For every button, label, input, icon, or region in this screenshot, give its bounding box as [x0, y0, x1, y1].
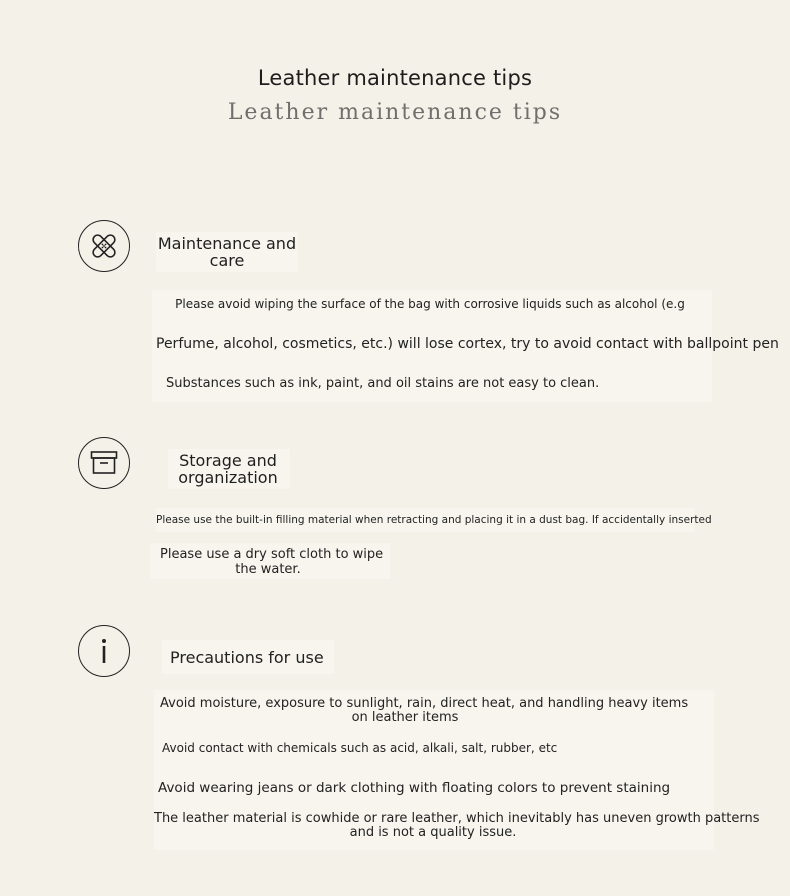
storage-tip-1: Please use the built-in filling material when retracting and placing it in a dust bag. If accidentally inserted: [156, 514, 712, 526]
section-title-line: Maintenance and: [157, 234, 297, 253]
precaution-tip-4: The leather material is cowhide or rare leather, which inevitably has uneven growth patterns: [154, 811, 760, 826]
section-title-line: Storage and: [179, 451, 277, 470]
section-title-line: care: [209, 251, 245, 270]
page-title: Leather maintenance tips: [257, 66, 533, 90]
section-title-line: organization: [178, 468, 278, 487]
storage-tip-2: Please use a dry soft cloth to wipe: [160, 547, 384, 562]
precaution-tip-3: Avoid wearing jeans or dark clothing with floating colors to prevent staining: [158, 780, 671, 796]
bandage-icon: [78, 220, 130, 272]
maintenance-tip-2: Perfume, alcohol, cosmetics, etc.) will lose cortex, try to avoid contact with ballpoint pen: [156, 336, 779, 352]
precaution-tip-1-cont: on leather items: [351, 710, 459, 725]
info-icon: [78, 625, 130, 677]
maintenance-tip-1: Please avoid wiping the surface of the bag with corrosive liquids such as alcohol (e.g: [175, 297, 685, 311]
section-title-storage: [154, 452, 302, 486]
section-title-precautions: Precautions for use: [170, 648, 324, 667]
section-title-maintenance: [150, 235, 304, 269]
maintenance-tip-3: Substances such as ink, paint, and oil stains are not easy to clean.: [166, 376, 600, 391]
page-title-ghost: Leather maintenance tips: [227, 100, 563, 125]
storage-tip-3: the water.: [235, 562, 301, 577]
precaution-tip-4-cont: and is not a quality issue.: [349, 825, 517, 840]
precaution-tip-2: Avoid contact with chemicals such as acid, alkali, salt, rubber, etc: [162, 741, 558, 755]
precaution-tip-1: Avoid moisture, exposure to sunlight, rain, direct heat, and handling heavy items: [160, 696, 689, 711]
storage-box-icon: [78, 437, 130, 489]
